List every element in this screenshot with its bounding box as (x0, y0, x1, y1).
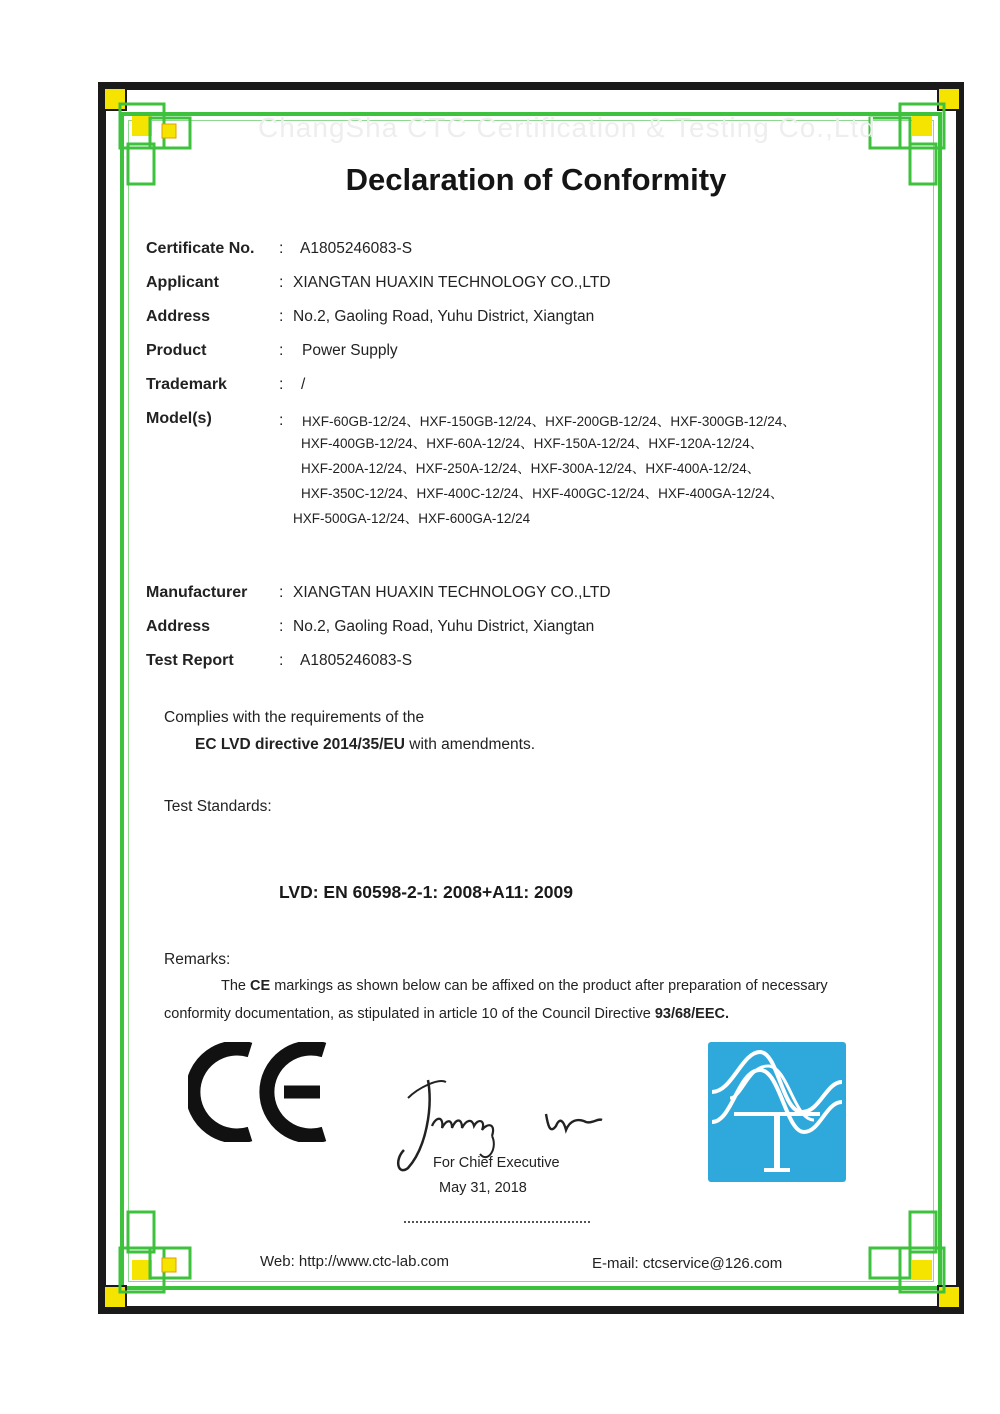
remarks-line-1 (221, 978, 828, 994)
value-manufacturer: XIANGTAN HUAXIN TECHNOLOGY CO.,LTD (293, 584, 611, 601)
remarks-text: conformity documentation, as stipulated in article 10 of the Council Directive (164, 1006, 655, 1022)
directive-suffix: with amendments. (404, 736, 536, 753)
test-standards-label: Test Standards: (164, 798, 272, 815)
label-product: Product (146, 342, 207, 359)
colon: : (279, 376, 284, 393)
ctc-logo (708, 1042, 846, 1182)
value-applicant: XIANGTAN HUAXIN TECHNOLOGY CO.,LTD (293, 274, 611, 291)
value-test-report: A1805246083-S (300, 652, 413, 669)
signer-title: For Chief Executive (433, 1155, 560, 1171)
model-line: HXF-400GB-12/24、HXF-60A-12/24、HXF-150A-12/24、HXF-120A-12/24、 (301, 436, 764, 451)
label-test-report: Test Report (146, 652, 234, 669)
value-address: No.2, Gaoling Road, Yuhu District, Xiangtan (293, 308, 595, 325)
footer-web: Web: http://www.ctc-lab.com (260, 1253, 449, 1270)
corner-ornament-bottom-left (98, 1204, 208, 1314)
colon: : (279, 412, 284, 429)
signature-divider (404, 1221, 590, 1223)
ctc-logo-icon (708, 1042, 846, 1182)
value-product: Power Supply (302, 342, 398, 359)
label-trademark: Trademark (146, 376, 227, 393)
value-manufacturer-address: No.2, Gaoling Road, Yuhu District, Xiangtan (293, 618, 595, 635)
colon: : (279, 584, 284, 601)
directive-line (195, 736, 535, 754)
remarks-text: markings as shown below can be affixed on the product after preparation of necessary (270, 978, 828, 994)
label-manufacturer-address: Address (146, 618, 211, 635)
value-trademark: / (301, 376, 306, 393)
colon: : (279, 240, 284, 257)
label-applicant: Applicant (146, 274, 219, 291)
page-title: Declaration of Conformity (345, 162, 727, 197)
value-certificate-no: A1805246083-S (300, 240, 413, 257)
ce-mark-icon (188, 1042, 334, 1142)
watermark-text: ChangSha CTC Certification & Testing Co.,Ltd (258, 112, 876, 143)
remarks-directive-bold: 93/68/EEC. (654, 1006, 729, 1022)
model-line: HXF-350C-12/24、HXF-400C-12/24、HXF-400GC-12/24、HXF-400GA-12/24、 (301, 486, 784, 501)
remarks-text: The (221, 978, 251, 994)
footer-email: E-mail: ctcservice@126.com (592, 1255, 783, 1272)
label-manufacturer: Manufacturer (146, 584, 248, 601)
remarks-line-2 (164, 1006, 729, 1022)
test-standard: LVD: EN 60598-2-1: 2008+A11: 2009 (279, 882, 573, 902)
label-certificate-no: Certificate No. (146, 240, 255, 257)
label-address: Address (146, 308, 211, 325)
colon: : (279, 274, 284, 291)
colon: : (279, 342, 284, 359)
colon: : (279, 308, 284, 325)
complies-text: Complies with the requirements of the (164, 709, 425, 726)
remarks-label: Remarks: (164, 951, 231, 968)
signature-date: May 31, 2018 (439, 1180, 527, 1196)
corner-ornament-bottom-right (856, 1204, 966, 1314)
colon: : (279, 652, 284, 669)
colon: : (279, 618, 284, 635)
label-models: Model(s) (146, 410, 212, 427)
remarks-ce-bold: CE (250, 978, 271, 994)
model-line: HXF-500GA-12/24、HXF-600GA-12/24 (293, 511, 531, 526)
model-line: HXF-200A-12/24、HXF-250A-12/24、HXF-300A-12/24、HXF-400A-12/24、 (301, 461, 761, 476)
directive-name: EC LVD directive 2014/35/EU (195, 736, 405, 753)
model-line: HXF-60GB-12/24、HXF-150GB-12/24、HXF-200GB-12/24、HXF-300GB-12/24、 (302, 414, 796, 429)
